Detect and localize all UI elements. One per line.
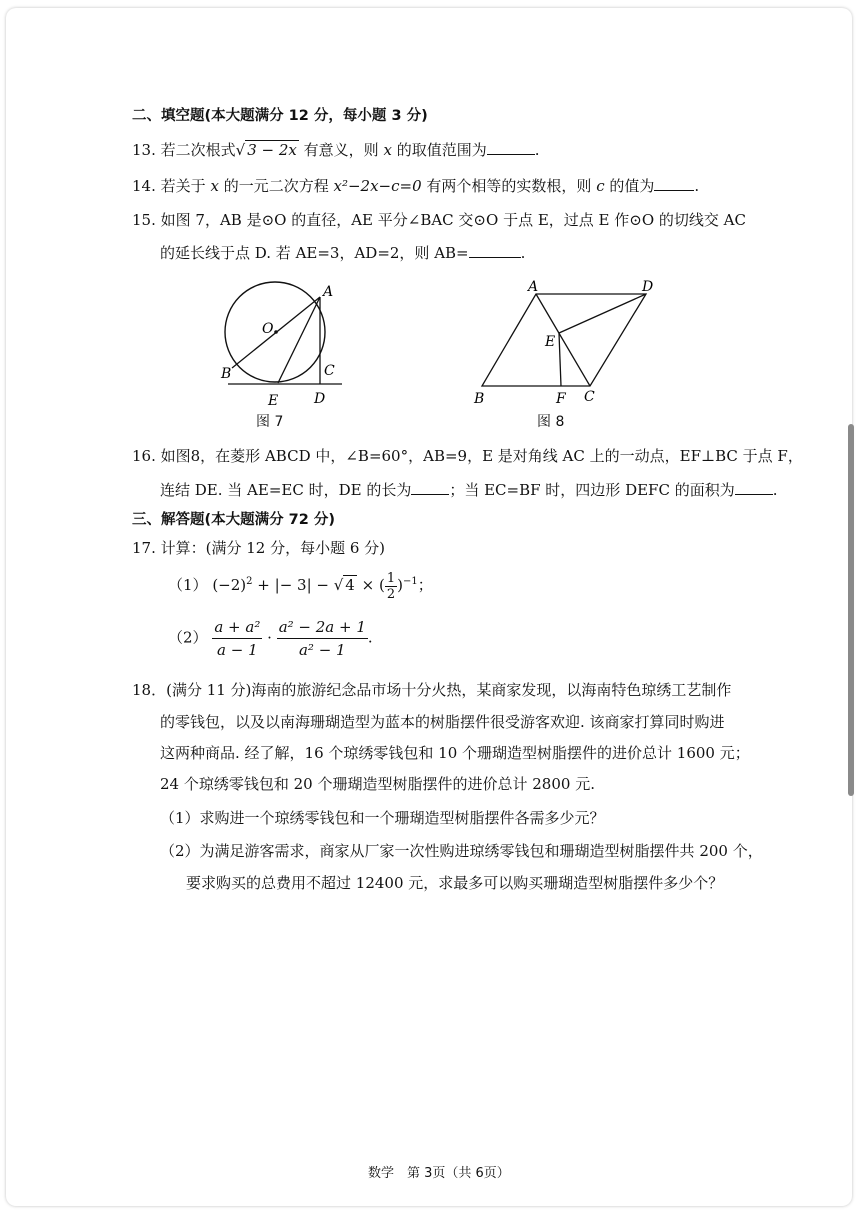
section-3-title: 三、解答题 [132, 512, 205, 528]
q15-line1: 如图 7，AB 是⊙O 的直径，AE 平分∠BAC 交⊙O 于点 E，过点 E 作⊙O 的切线交 AC [160, 211, 746, 229]
question-18-part-1: （1）求购进一个琼绣零钱包和一个珊瑚造型树脂摆件各需多少元？ [160, 809, 605, 827]
label-a: A [323, 284, 334, 300]
question-15-line2 [160, 243, 525, 263]
answer-blank[interactable] [469, 243, 521, 258]
question-number: 14. [132, 177, 156, 195]
q13-radicand: 3 − 2x [247, 141, 297, 159]
label-e: E [268, 393, 279, 409]
figure-7 [210, 280, 360, 430]
question-18-part-2: （2）为满足游客需求，商家从厂家一次性购进琼绣零钱包和珊瑚造型树脂摆件共 200 个， [160, 842, 763, 860]
question-14 [132, 176, 699, 196]
fraction-denominator: 2 [386, 586, 396, 602]
q17-p2-fraction-1 [212, 616, 262, 661]
q14-var2: c [596, 177, 605, 195]
q15-end: . [520, 244, 526, 262]
q13-text-post2: 的取值范围为 [396, 141, 487, 159]
question-18-line3: 这两种商品. 经了解，16 个琼绣零钱包和 10 个珊瑚造型树脂摆件的进价总计 1600 元； [160, 744, 750, 762]
question-18-part-2-cont: 要求购买的总费用不超过 12400 元，求最多可以购买珊瑚造型树脂摆件多少个？ [186, 874, 724, 892]
q17-p1-exponent: 2 [246, 576, 253, 587]
answer-blank[interactable] [654, 176, 694, 191]
section-3-heading [132, 510, 335, 530]
segment-ae [278, 297, 320, 383]
fraction-denominator: a² − 1 [298, 641, 346, 659]
label-b: B [474, 391, 485, 407]
segment-ef [559, 333, 561, 386]
label-d: D [642, 280, 654, 295]
figure-8-diagram [470, 280, 670, 410]
figure-8 [470, 280, 670, 410]
rhombus-abcd [482, 294, 646, 386]
page-footer: 数学 第 3页（共 6页） [368, 1166, 510, 1181]
fraction-numerator: a² − 2a + 1 [277, 616, 368, 639]
q16-end: . [772, 481, 778, 499]
q17-p1-exponent-2: −1 [402, 576, 418, 587]
center-point [274, 330, 278, 334]
q17-p1-end: ； [417, 576, 433, 594]
question-18-line4: 24 个琼绣零钱包和 20 个珊瑚造型树脂摆件的进价总计 2800 元. [160, 775, 595, 793]
q13-end: . [534, 141, 540, 159]
question-13 [132, 140, 540, 160]
label-o: O [262, 321, 274, 337]
fraction-numerator: 1 [386, 570, 396, 586]
label-c: C [324, 363, 335, 379]
question-18-line1: 18．(满分 11 分)海南的旅游纪念品市场十分火热，某商家发现，以海南特色琼绣工艺制作 [132, 681, 732, 699]
q14-equation: x²−2x−c=0 [333, 177, 422, 195]
q14-var: x [210, 177, 219, 195]
question-17-title: 17. 计算：(满分 12 分，每小题 6 分) [132, 539, 386, 557]
q13-text-post: 有意义，则 [303, 141, 379, 159]
fraction-denominator: a − 1 [217, 641, 258, 659]
q17-p1-fraction [385, 571, 397, 602]
q14-text-c: 有两个相等的实数根，则 [426, 177, 592, 195]
question-15-line1 [132, 210, 746, 230]
question-number: 15. [132, 211, 156, 229]
question-16-line1 [132, 446, 803, 466]
q16-line2b: ；当 EC=BF 时，四边形 DEFC 的面积为 [449, 481, 735, 499]
q17-p1-radicand: 4 [345, 576, 355, 594]
label-b: B [221, 366, 232, 382]
question-16-line2 [160, 480, 778, 500]
q15-line2: 的延长线于点 D. 若 AE=3，AD=2，则 AB= [160, 244, 469, 262]
label-e: E [545, 334, 556, 350]
q14-text-b: 的一元二次方程 [223, 177, 329, 195]
q17-p1-expr-b: + |− 3| − [252, 576, 334, 594]
label-a: A [528, 280, 539, 295]
answer-blank[interactable] [735, 480, 773, 495]
q17-p2-end: . [367, 628, 373, 647]
label-c: C [584, 389, 595, 405]
fraction-numerator: a + a² [212, 616, 262, 639]
q14-text-d: 的值为 [609, 177, 655, 195]
label-d: D [314, 391, 326, 407]
q17-p1-expr-c: × ( [356, 576, 385, 594]
q14-end: . [694, 177, 700, 195]
figure-8-caption: 图 8 [537, 414, 565, 430]
q13-var: x [383, 141, 392, 159]
question-18-line2: 的零钱包，以及以南海珊瑚造型为蓝本的树脂摆件很受游客欢迎. 该商家打算同时购进 [160, 713, 725, 731]
q17-p2-fraction-2 [277, 616, 368, 661]
q13-text-pre: 若二次根式 [160, 141, 236, 159]
q16-line2a: 连结 DE. 当 AE=EC 时，DE 的长为 [160, 481, 412, 499]
question-17-part-2 [168, 616, 373, 661]
segment-de [559, 294, 646, 333]
answer-blank[interactable] [487, 140, 535, 155]
q17-p1-expr-a: (−2) [212, 576, 247, 594]
part-label: （2） [168, 628, 208, 647]
q17-p2-dot: · [267, 628, 272, 647]
question-number: 13. [132, 141, 156, 159]
q14-text-a: 若关于 [160, 177, 206, 195]
question-17-part-1: （1） $(-2)^2$ + |− 3| − √ 4 × ( $\frac{1}{2}$ )$^{-1}$； [168, 570, 433, 602]
label-f: F [556, 391, 566, 407]
q16-line1: 如图8，在菱形 ABCD 中，∠B=60°，AB=9，E 是对角线 AC 上的一动点，EF⊥BC 于点 F， [160, 447, 803, 465]
section-2-title: 二、填空题 [132, 108, 205, 124]
q17-p1-expr-d: ) [397, 576, 403, 594]
part-label: （1） [168, 576, 208, 594]
section-3-note: (本大题满分 72 分) [204, 512, 336, 528]
q13-radical: √ 3 − 2x [235, 141, 297, 159]
answer-blank[interactable] [411, 480, 449, 495]
figure-7-diagram [210, 280, 360, 430]
figure-7-caption: 图 7 [256, 414, 284, 430]
question-number: 16. [132, 447, 156, 465]
section-2-heading [132, 106, 428, 126]
section-2-note: (本大题满分 12 分，每小题 3 分) [204, 108, 428, 124]
scrollbar-thumb[interactable] [848, 424, 854, 796]
